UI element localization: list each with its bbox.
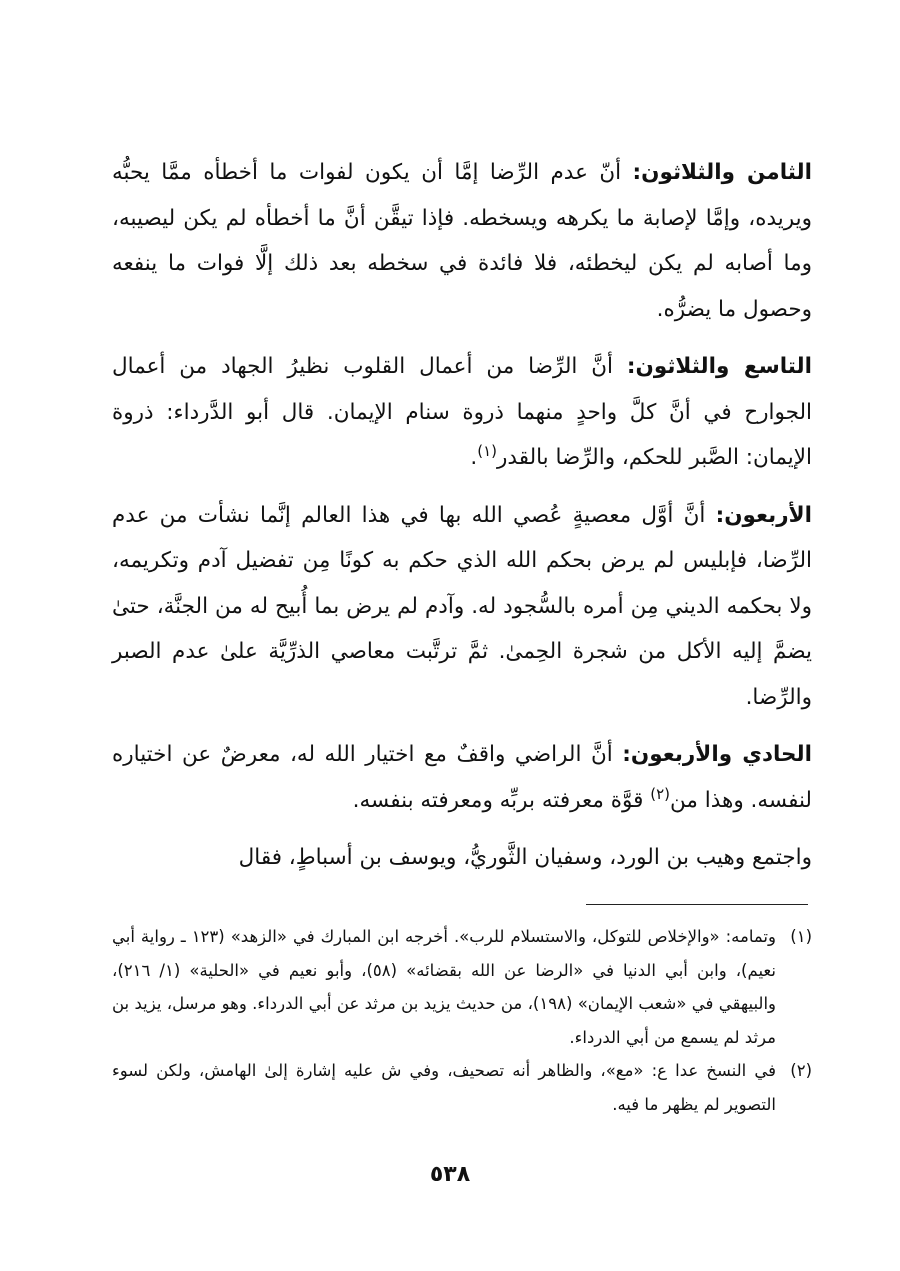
paragraph-38 bbox=[112, 150, 812, 332]
paragraph-body: أنَّ الرِّضا من أعمال القلوب نظيرُ الجهاد من أعمال الجوارح في أنَّ كلَّ واحدٍ منهما ذروة سنام الإيمان. قال أبو الدَّرداء: ذروة الإيمان: الصَّبر للحكم، والرِّضا بالقدر bbox=[112, 354, 812, 470]
footnote-number: (١) bbox=[790, 927, 812, 946]
footnote-number: (٢) bbox=[790, 1061, 812, 1080]
footnote-reference-1[interactable]: (١) bbox=[477, 441, 498, 460]
paragraph-body: أنّ عدم الرِّضا إمَّا أن يكون لفوات ما أخطأه ممَّا يحبُّه ويريده، وإمَّا لإصابة ما يكرهه ويسخطه. فإذا تيقَّن أنَّ ما أخطأه لم يكن ليصيبه، وما أصابه لم يكن ليخطئه، فلا فائدة في سخطه بعد ذلك إلَّا فوات ما ينفعه وحصول ما يضرُّه. bbox=[112, 160, 812, 322]
footnote-text: وتمامه: «والإخلاص للتوكل، والاستسلام للرب». أخرجه ابن المبارك في «الزهد» (١٢٣ ـ رواية أبي نعيم)، وابن أبي الدنيا في «الرضا عن الله بقضائه» (٥٨)، وأبو نعيم في «الحلية» (١/ ٢١٦)، والبيهقي في «شعب الإيمان» (١٩٨)، من حديث يزيد بن مرثد عن أبي الدرداء. وهو مرسل، يزيد بن مرثد لم يسمع من أبي الدرداء. bbox=[112, 927, 777, 1047]
paragraph-body-end: قوَّة معرفته بربِّه ومعرفته بنفسه. bbox=[352, 787, 651, 813]
paragraph-41 bbox=[112, 732, 812, 823]
paragraph-39 bbox=[112, 344, 812, 481]
paragraph-body-end: . bbox=[470, 445, 478, 470]
main-text bbox=[112, 150, 812, 893]
page-number: ٥٣٨ bbox=[429, 1162, 471, 1187]
footnotes bbox=[112, 920, 812, 1121]
paragraph-body: واجتمع وهيب بن الورد، وسفيان الثَّوريُّ، ويوسف بن أسباطٍ، فقال bbox=[238, 845, 812, 870]
paragraph-continuation bbox=[112, 835, 812, 881]
footnote-text: في النسخ عدا ع: «مع»، والظاهر أنه تصحيف، وفي ش عليه إشارة إلىٰ الهامش، ولكن لسوء التصوير لم يظهر ما فيه. bbox=[112, 1061, 776, 1114]
paragraph-heading: التاسع والثلاثون: bbox=[626, 354, 813, 379]
paragraph-heading: الأربعون: bbox=[715, 502, 812, 528]
paragraph-40 bbox=[112, 493, 812, 721]
paragraph-body: أنَّ الراضي واقفٌ مع اختيار الله له، معرضٌ عن اختياره لنفسه. وهذا من bbox=[112, 742, 812, 813]
paragraph-body: أنَّ أوَّل معصيةٍ عُصي الله بها في هذا العالم إنَّما نشأت من عدم الرِّضا، فإبليس لم يرض بحكم الله الذي حكم به كونًا مِن تفضيل آدم وتكريمه، ولا بحكمه الديني مِن أمره بالسُّجود له. وآدم لم يرض بما أُبيح له من الجنَّة، حتىٰ يضمَّ إليه الأكل من شجرة الحِمىٰ. ثمَّ ترتَّبت معاصي الذرِّيَّة علىٰ عدم الصبر والرِّضا. bbox=[112, 502, 812, 710]
footnote-2 bbox=[112, 1054, 812, 1121]
footnote-1 bbox=[112, 920, 812, 1054]
paragraph-heading: الثامن والثلاثون: bbox=[632, 160, 812, 185]
footnote-separator bbox=[586, 904, 808, 905]
paragraph-heading: الحادي والأربعون: bbox=[622, 742, 812, 767]
footnote-reference-2[interactable]: (٢) bbox=[650, 784, 670, 803]
